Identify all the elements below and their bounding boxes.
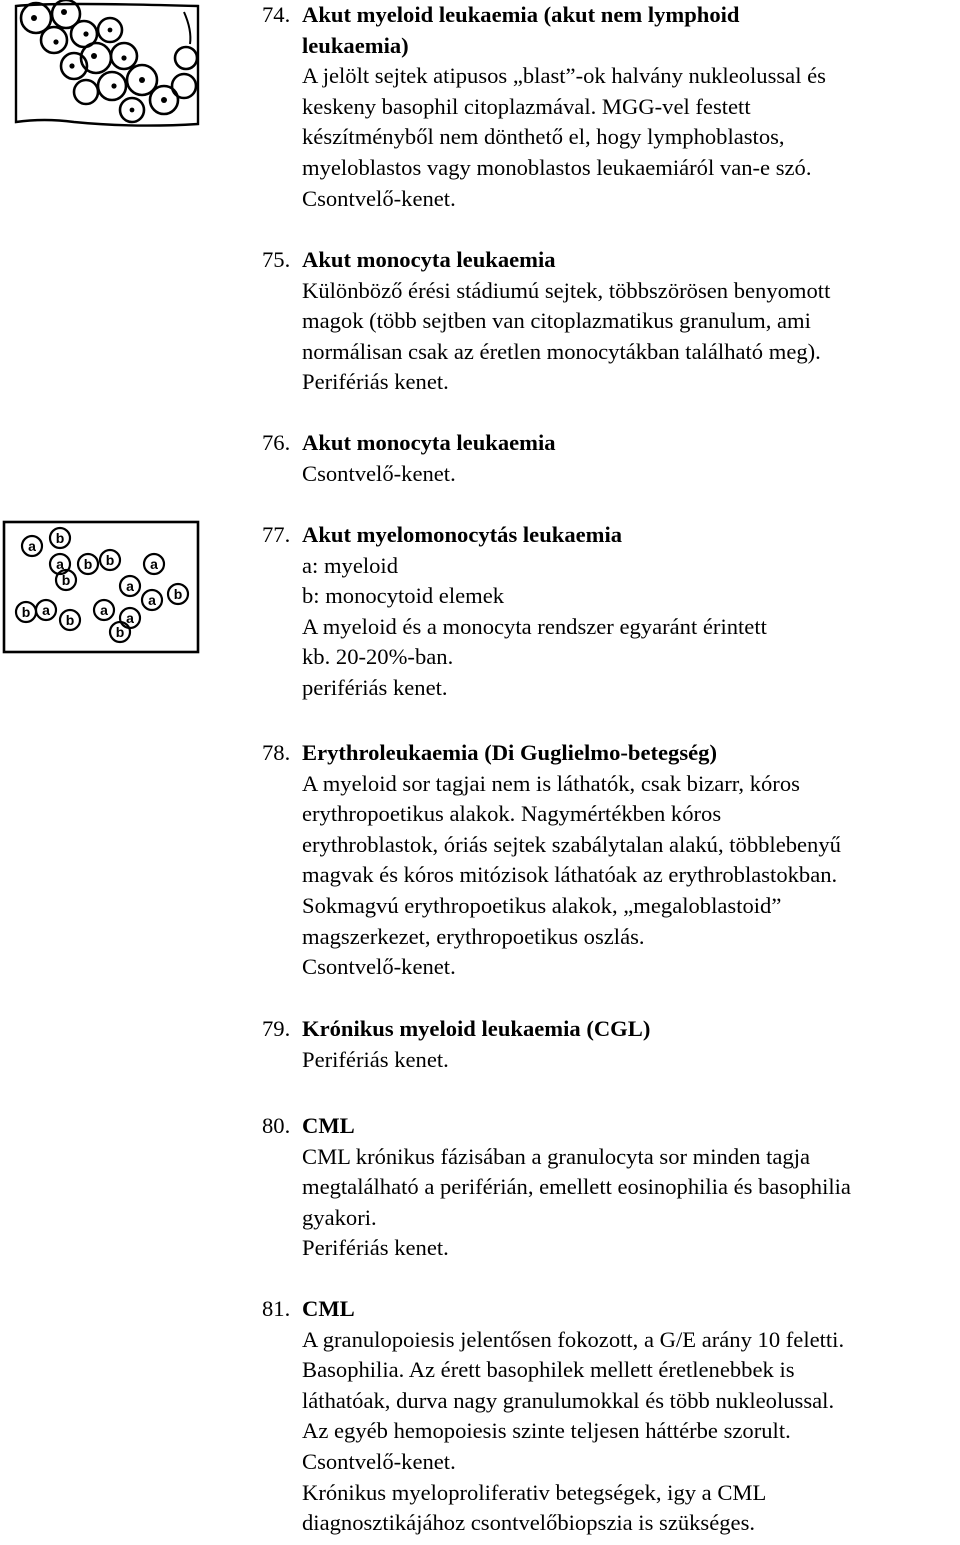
entry-number: 77. xyxy=(262,522,291,547)
cell-label: b xyxy=(21,604,31,620)
entry-text-line: erythroblastok, óriás sejtek szabálytalan alakú, többlebenyű xyxy=(302,831,841,857)
entry-text-line: megtalálható a periférián, emellett eosinophilia és basophilia xyxy=(302,1174,851,1200)
entry-text-line: gyakori. xyxy=(302,1204,377,1230)
entry-text-line: myeloblastos vagy monoblastos leukaemiáról van-e szó. xyxy=(302,154,812,180)
entry-text-line: A myeloid és a monocyta rendszer egyaránt érintett xyxy=(302,613,767,639)
entry-text-line: magok (több sejtben van citoplazmatikus granulum, ami xyxy=(302,308,811,334)
entry-text-line: készítményből nem dönthető el, hogy lymphoblastos, xyxy=(302,124,785,150)
entry-title: Akut myelomonocytás leukaemia xyxy=(302,522,623,547)
entry-8 xyxy=(262,1294,960,1539)
cell-label: a xyxy=(126,578,134,594)
entry-7 xyxy=(262,1111,960,1264)
cell-label: a xyxy=(28,538,36,554)
entry-number: 81. xyxy=(262,1296,291,1321)
entry-text-line: Csontvelő-kenet. xyxy=(302,954,456,980)
entry-text-line: kb. 20-20%-ban. xyxy=(302,644,454,670)
cell-label: a xyxy=(56,556,64,572)
cell-label: a xyxy=(100,602,108,618)
entry-text-line: Perifériás kenet. xyxy=(302,1235,449,1261)
entry-title: Akut monocyta leukaemia xyxy=(302,247,556,272)
entry-text-line: Perifériás kenet. xyxy=(302,1046,449,1072)
blast-cells-sketch xyxy=(14,0,200,128)
entry-text-line: A myeloid sor tagjai nem is láthatók, csak bizarr, kóros xyxy=(302,770,800,796)
cell-label: b xyxy=(61,572,71,588)
myelomonocytic-cells-sketch xyxy=(2,520,200,654)
cell-label: b xyxy=(83,556,93,572)
entry-title: Erythroleukaemia (Di Guglielmo-betegség) xyxy=(302,740,717,765)
entry-text-line: magszerkezet, erythropoetikus oszlás. xyxy=(302,923,645,949)
entry-text-line: Krónikus myeloproliferativ betegségek, igy a CML xyxy=(302,1479,767,1505)
entry-text-line: A jelölt sejtek atipusos „blast”-ok halvány nukleolussal és xyxy=(302,63,826,89)
cell-label: a xyxy=(150,556,158,572)
entry-text-line: erythropoetikus alakok. Nagymértékben kóros xyxy=(302,801,722,827)
cell-label: a xyxy=(42,602,50,618)
cell-label: b xyxy=(105,552,115,568)
entry-title: leukaemia) xyxy=(302,32,409,58)
entry-1 xyxy=(262,0,960,214)
entry-number: 74. xyxy=(262,2,291,27)
entry-text-line: CML krónikus fázisában a granulocyta sor minden tagja xyxy=(302,1143,811,1169)
entry-5 xyxy=(262,738,960,983)
entry-text-line: a: myeloid xyxy=(302,552,399,578)
entry-title: CML xyxy=(302,1296,355,1321)
cell-label: b xyxy=(115,624,125,640)
entry-number: 78. xyxy=(262,740,291,765)
entry-title: Krónikus myeloid leukaemia (CGL) xyxy=(302,1016,651,1041)
entry-number: 80. xyxy=(262,1113,291,1138)
entry-text-line: diagnosztikájához csontvelőbiopszia is szükséges. xyxy=(302,1510,756,1536)
entry-text-line: normálisan csak az éretlen monocytákban található meg). xyxy=(302,338,821,364)
entry-6 xyxy=(262,1014,960,1075)
cell-label: b xyxy=(55,530,65,546)
entry-number: 75. xyxy=(262,247,291,272)
entry-number: 79. xyxy=(262,1016,291,1041)
cell-label: a xyxy=(126,610,134,626)
entry-title: Akut myeloid leukaemia (akut nem lymphoid xyxy=(302,2,740,27)
entry-text-line: Különböző érési stádiumú sejtek, többszörösen benyomott xyxy=(302,277,831,303)
entry-text-line: Perifériás kenet. xyxy=(302,369,449,395)
entry-title: Akut monocyta leukaemia xyxy=(302,430,556,455)
entry-number: 76. xyxy=(262,430,291,455)
entry-3 xyxy=(262,428,960,489)
entry-text-line: láthatóak, durva nagy granulumokkal és több nukleolussal. xyxy=(302,1387,835,1413)
entry-text-line: magvak és kóros mitózisok láthatóak az erythroblastokban. xyxy=(302,862,838,888)
entry-4 xyxy=(262,520,960,704)
entry-title: CML xyxy=(302,1113,355,1138)
entry-2 xyxy=(262,245,960,398)
entry-text-line: Az egyéb hemopoiesis szinte teljesen háttérbe szorult. xyxy=(302,1418,791,1444)
entry-text-line: A granulopoiesis jelentősen fokozott, a G/E arány 10 feletti. xyxy=(302,1326,845,1352)
entry-text-line: b: monocytoid elemek xyxy=(302,583,505,609)
cell-label: b xyxy=(173,586,183,602)
entry-text-line: Csontvelő-kenet. xyxy=(302,1448,456,1474)
entry-text-line: Csontvelő-kenet. xyxy=(302,185,456,211)
entry-text-line: Basophilia. Az érett basophilek mellett éretlenebbek is xyxy=(302,1357,795,1383)
cell-label: b xyxy=(65,612,75,628)
entry-text-line: Csontvelő-kenet. xyxy=(302,460,456,486)
entry-text-line: perifériás kenet. xyxy=(302,674,448,700)
entry-text-line: keskeny basophil citoplazmával. MGG-vel festett xyxy=(302,93,751,119)
cell-label: a xyxy=(148,592,156,608)
entry-text-line: Sokmagvú erythropoetikus alakok, „megaloblastoid” xyxy=(302,892,782,918)
